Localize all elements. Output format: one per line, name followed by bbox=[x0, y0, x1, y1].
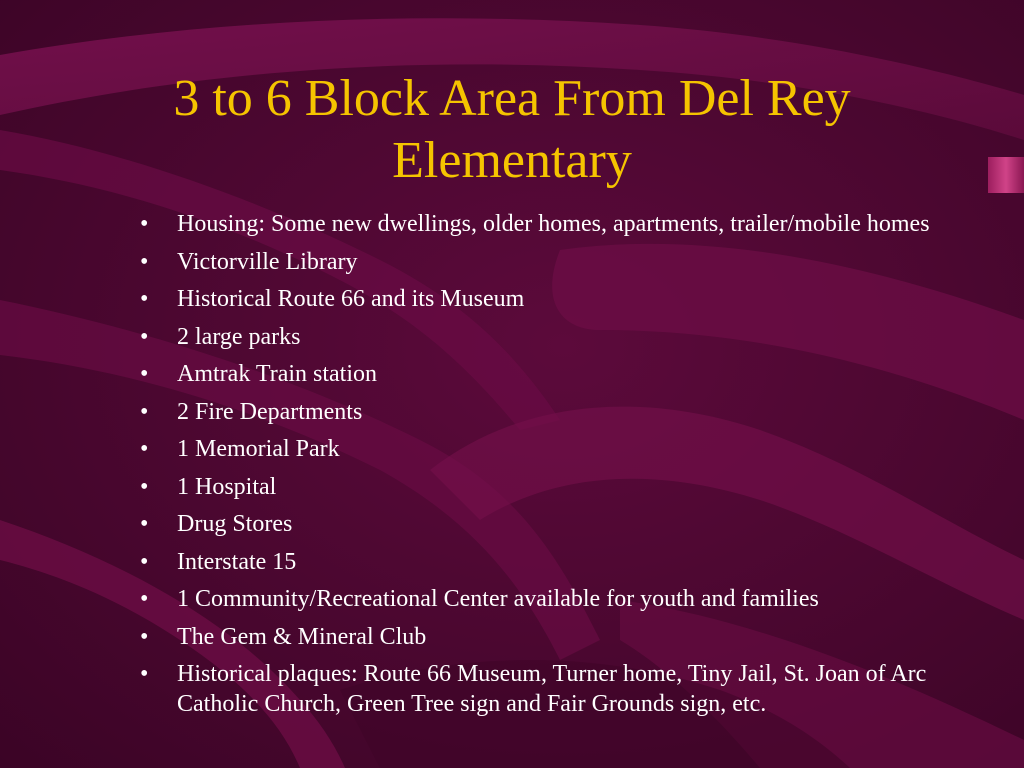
bullet-dot-icon: • bbox=[140, 248, 149, 275]
bullet-dot-icon: • bbox=[140, 623, 149, 650]
bullet-dot-icon: • bbox=[140, 361, 149, 387]
bullet-text: The Gem & Mineral Club bbox=[177, 623, 427, 650]
bullet-item bbox=[140, 359, 1000, 389]
bullet-dot-icon: • bbox=[140, 211, 149, 237]
bullet-text: 1 Community/Recreational Center available for youth and families bbox=[177, 586, 819, 612]
bullet-dot-icon: • bbox=[140, 398, 149, 425]
bullet-list bbox=[140, 209, 1000, 727]
bullet-text: Interstate 15 bbox=[177, 548, 297, 575]
bullet-item bbox=[140, 584, 1000, 614]
bullet-text: Amtrak Train station bbox=[177, 361, 378, 387]
bullet-dot-icon: • bbox=[140, 586, 149, 612]
bullet-text: Historical Route 66 and its Museum bbox=[177, 286, 525, 312]
bullet-text: 1 Memorial Park bbox=[177, 436, 340, 462]
bullet-item bbox=[140, 284, 1000, 314]
bullet-dot-icon: • bbox=[140, 436, 149, 462]
slide-title: 3 to 6 Block Area From Del Rey Elementary bbox=[173, 70, 851, 189]
bullet-text: 2 Fire Departments bbox=[177, 398, 363, 425]
bullet-item bbox=[140, 622, 1000, 652]
bullet-text: Housing: Some new dwellings, older homes, apartments, trailer/mobile homes bbox=[177, 211, 930, 237]
bullet-dot-icon: • bbox=[140, 473, 149, 500]
bullet-item bbox=[140, 397, 1000, 427]
bullet-dot-icon: • bbox=[140, 548, 149, 575]
accent-tab-decoration bbox=[988, 157, 1024, 193]
bullet-item bbox=[140, 209, 1000, 239]
bullet-text: 1 Hospital bbox=[177, 473, 277, 500]
bullet-dot-icon: • bbox=[140, 661, 149, 687]
bullet-text: Historical plaques: Route 66 Museum, Turner home, Tiny Jail, St. Joan of Arc Catholic Church, Green Tree sign and Fair Grounds sign, etc. bbox=[177, 661, 927, 717]
bullet-item bbox=[140, 247, 1000, 277]
bullet-item bbox=[140, 509, 1000, 539]
bullet-item bbox=[140, 322, 1000, 352]
bullet-dot-icon: • bbox=[140, 511, 149, 537]
bullet-item bbox=[140, 547, 1000, 577]
bullet-item bbox=[140, 659, 1000, 719]
bullet-text: 2 large parks bbox=[177, 323, 301, 350]
bullet-item bbox=[140, 472, 1000, 502]
bullet-dot-icon: • bbox=[140, 323, 149, 350]
bullet-dot-icon: • bbox=[140, 286, 149, 312]
bullet-item bbox=[140, 434, 1000, 464]
bullet-text: Victorville Library bbox=[177, 248, 358, 275]
bullet-text: Drug Stores bbox=[177, 511, 293, 537]
